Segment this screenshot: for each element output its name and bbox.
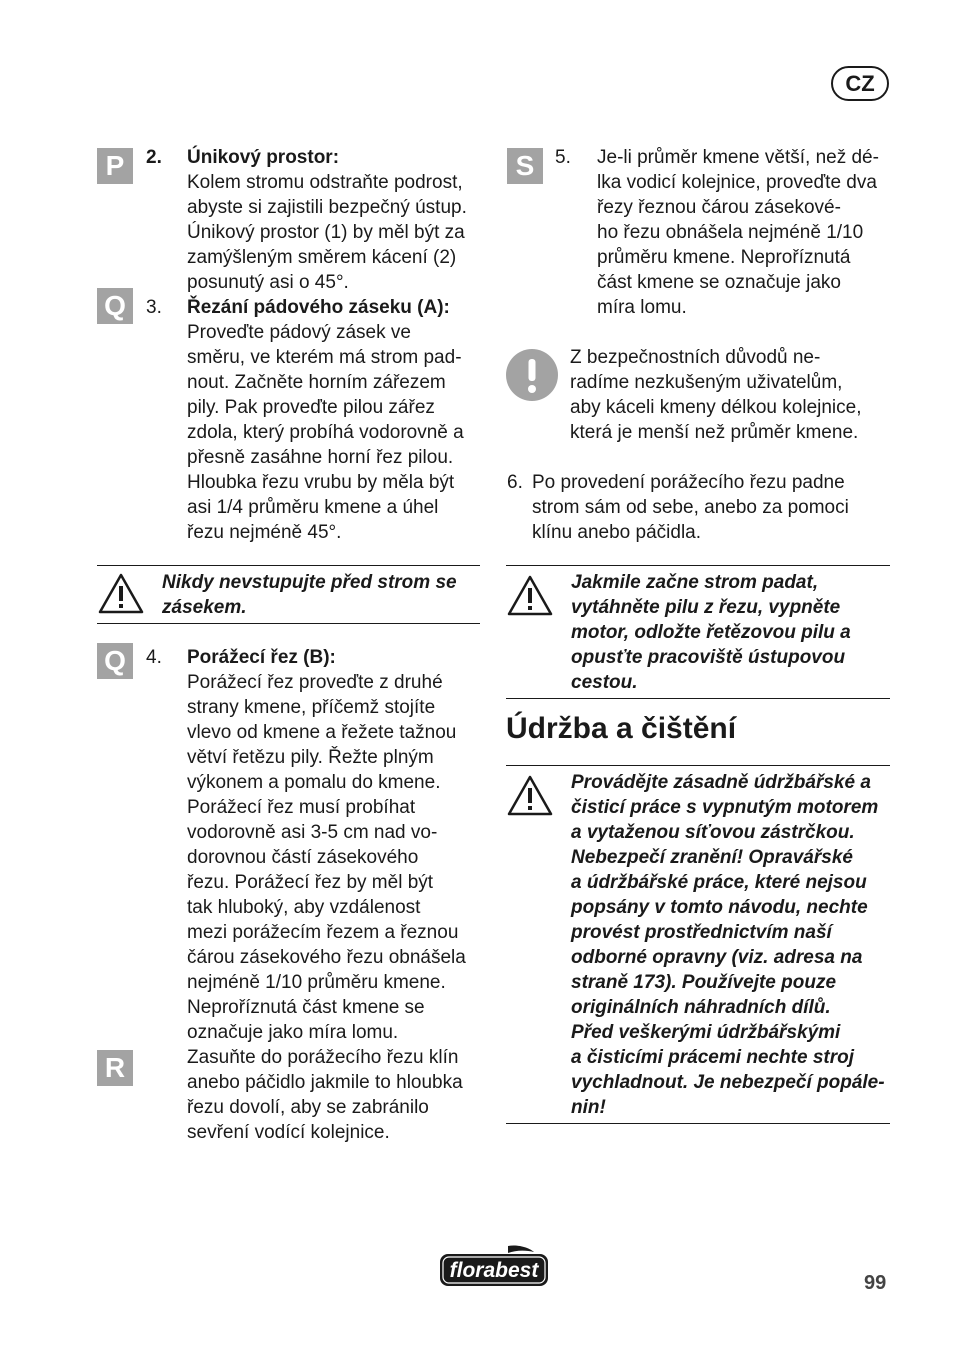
- step-title: Únikový prostor:: [187, 147, 340, 168]
- text-line: Před veškerými údržbářskými: [571, 1022, 841, 1043]
- text-line: tak hluboký, aby vzdálenost: [187, 897, 421, 918]
- divider: [97, 565, 480, 566]
- language-badge: CZ: [831, 66, 889, 101]
- warning-text: [571, 770, 885, 1120]
- step-number: 4.: [146, 647, 162, 668]
- text-line: řezy řeznou čárou zásekové-: [597, 197, 841, 218]
- text-line: klínu anebo páčidla.: [532, 522, 702, 543]
- figure-marker-q: Q: [97, 643, 133, 679]
- divider: [506, 698, 890, 699]
- text-line: Po provedení porážecího řezu padne: [532, 472, 845, 493]
- text-line: popsány v tomto návodu, nechte: [571, 897, 868, 918]
- text-line: abyste si zajistili bezpečný ústup.: [187, 197, 467, 218]
- text-line: motor, odložte řetězovou pilu a: [571, 622, 851, 643]
- text-line: provést prostřednictvím naší: [571, 922, 832, 943]
- text-line: Únikový prostor (1) by měl být za: [187, 222, 465, 243]
- figure-marker-s: S: [507, 148, 543, 184]
- figure-marker-p: P: [97, 148, 133, 184]
- florabest-logo: [438, 1244, 550, 1288]
- step-title: Řezání pádového záseku (A):: [187, 297, 450, 318]
- text-line: část kmene se označuje jako: [597, 272, 841, 293]
- text-line: čárou zásekového řezu obnášela: [187, 947, 466, 968]
- text-line: Proveďte pádový zásek ve: [187, 322, 411, 343]
- text-line: Jakmile začne strom padat,: [571, 572, 819, 593]
- warning-text: [571, 570, 851, 695]
- divider: [506, 565, 890, 566]
- exclamation-icon: [506, 349, 558, 401]
- text-line: nejméně 1/10 průměru kmene.: [187, 972, 446, 993]
- step-4-block: [187, 645, 466, 1045]
- text-line: straně 173). Používejte pouze: [571, 972, 837, 993]
- text-line: a čisticími prácemi nechte stroj: [571, 1047, 855, 1068]
- step-number: 3.: [146, 297, 162, 318]
- text-line: Nikdy nevstupujte před strom se: [162, 572, 457, 593]
- text-line: Je-li průměr kmene větší, než dé-: [597, 147, 879, 168]
- text-line: mezi porážecím řezem a řeznou: [187, 922, 459, 943]
- text-line: řezu dovolí, aby se zabránilo: [187, 1097, 429, 1118]
- text-line: a údržbářské práce, které nejsou: [571, 872, 867, 893]
- text-line: sevření vodící kolejnice.: [187, 1122, 390, 1143]
- warning-triangle-icon: [506, 574, 554, 618]
- text-line: Provádějte zásadně údržbářské a: [571, 772, 871, 793]
- text-line: která je menší než průměr kmene.: [570, 422, 859, 443]
- divider: [97, 623, 480, 624]
- text-line: zásekem.: [162, 597, 247, 618]
- text-line: řezu. Porážecí řez by měl být: [187, 872, 434, 893]
- text-line: přesně zasáhne horní řez pilou.: [187, 447, 454, 468]
- text-line: výkonem a pomalu do kmene.: [187, 772, 441, 793]
- text-line: a vytaženou síťovou zástrčkou.: [571, 822, 855, 843]
- divider: [506, 765, 890, 766]
- text-line: lka vodicí kolejnice, proveďte dva: [597, 172, 877, 193]
- warning-triangle-icon: [97, 572, 145, 616]
- text-line: průměru kmene. Neproříznutá: [597, 247, 851, 268]
- step-title: Porážecí řez (B):: [187, 647, 336, 668]
- step-number: 2.: [146, 147, 162, 168]
- step-r-block: [187, 1045, 463, 1145]
- text-line: Porážecí řez musí probíhat: [187, 797, 416, 818]
- divider: [506, 1123, 890, 1124]
- step-3-block: [187, 295, 464, 545]
- text-line: označuje jako míra lomu.: [187, 1022, 399, 1043]
- text-line: Kolem stromu odstraňte podrost,: [187, 172, 463, 193]
- step-2-block: [187, 145, 467, 295]
- text-line: větví řetězu pily. Řežte plným: [187, 747, 434, 768]
- logo-text: florabest: [449, 1259, 539, 1282]
- text-line: vodorovně asi 3-5 cm nad vo-: [187, 822, 438, 843]
- text-line: asi 1/4 průměru kmene a úhel: [187, 497, 439, 518]
- text-line: Hloubka řezu vrubu by měla být: [187, 472, 455, 493]
- step-5-block: [597, 145, 879, 320]
- page-number: 99: [864, 1272, 887, 1294]
- text-line: cestou.: [571, 672, 638, 693]
- exclamation-mark-icon: [506, 349, 558, 401]
- text-line: vytáhněte pilu z řezu, vypněte: [571, 597, 841, 618]
- text-line: směru, ve kterém má strom pad-: [187, 347, 462, 368]
- text-line: Porážecí řez proveďte z druhé: [187, 672, 443, 693]
- step-6-block: [532, 470, 849, 545]
- section-heading: Údržba a čištění: [506, 712, 737, 745]
- text-line: originálních náhradních dílů.: [571, 997, 831, 1018]
- text-line: míra lomu.: [597, 297, 687, 318]
- text-line: Zasuňte do porážecího řezu klín: [187, 1047, 459, 1068]
- text-line: aby káceli kmeny délkou kolejnice,: [570, 397, 862, 418]
- text-line: strom sám od sebe, anebo za pomoci: [532, 497, 849, 518]
- text-line: nin!: [571, 1097, 606, 1118]
- text-line: řezu nejméně 45°.: [187, 522, 342, 543]
- text-line: Z bezpečnostních důvodů ne-: [570, 347, 821, 368]
- text-line: zdola, který probíhá vodorovně a: [187, 422, 464, 443]
- text-line: čisticí práce s vypnutým motorem: [571, 797, 879, 818]
- text-line: pily. Pak proveďte pilou zářez: [187, 397, 435, 418]
- text-line: dorovnou částí zásekového: [187, 847, 419, 868]
- safety-note: [570, 345, 862, 445]
- text-line: anebo páčidlo jakmile to hloubka: [187, 1072, 463, 1093]
- figure-marker-q: Q: [97, 288, 133, 324]
- text-line: odborné opravny (viz. adresa na: [571, 947, 863, 968]
- text-line: strany kmene, příčemž stojíte: [187, 697, 436, 718]
- text-line: ho řezu obnášela nejméně 1/10: [597, 222, 864, 243]
- step-number: 6.: [507, 472, 523, 493]
- text-line: vychladnout. Je nebezpečí popále-: [571, 1072, 885, 1093]
- text-line: vlevo od kmene a řežete tažnou: [187, 722, 457, 743]
- text-line: opusťte pracoviště ústupovou: [571, 647, 846, 668]
- warning-text: [162, 570, 457, 620]
- text-line: Neproříznutá část kmene se: [187, 997, 425, 1018]
- warning-triangle-icon: [506, 774, 554, 818]
- text-line: posunutý asi o 45°.: [187, 272, 349, 293]
- step-number: 5.: [555, 147, 571, 168]
- text-line: radíme nezkušeným uživatelům,: [570, 372, 843, 393]
- figure-marker-r: R: [97, 1050, 133, 1086]
- text-line: Nebezpečí zranění! Opravářské: [571, 847, 853, 868]
- text-line: zamýšleným směrem kácení (2): [187, 247, 457, 268]
- text-line: nout. Začněte horním zářezem: [187, 372, 446, 393]
